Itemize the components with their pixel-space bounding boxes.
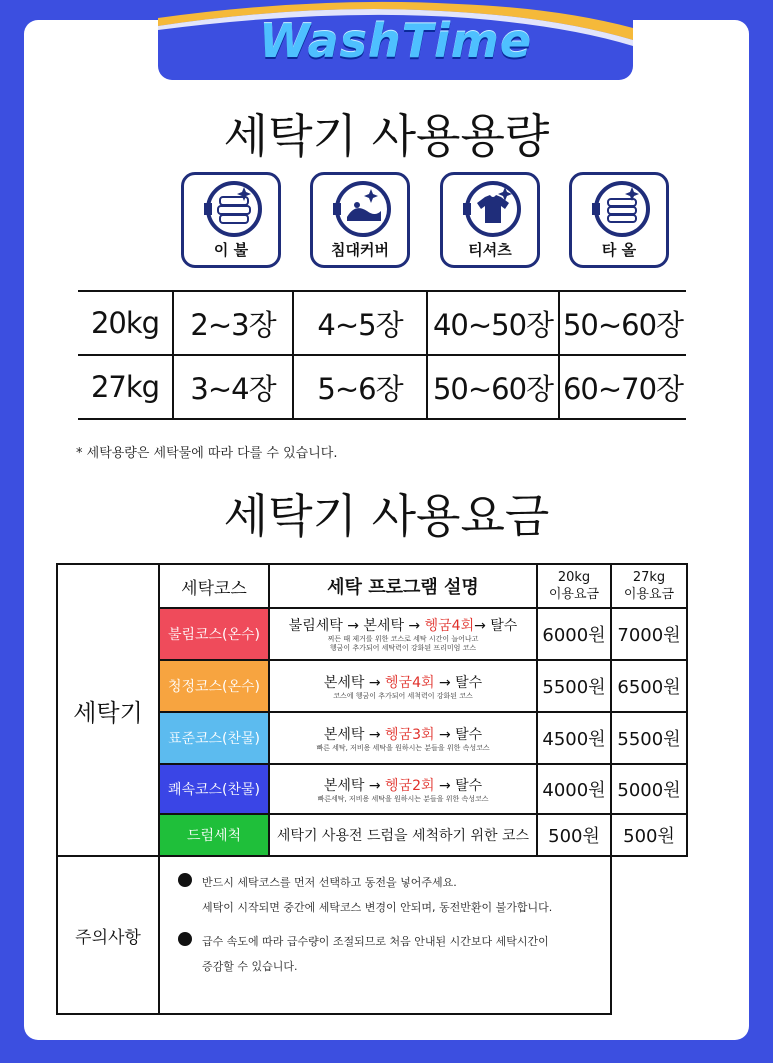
size-cell: 27kg — [78, 355, 173, 419]
caution-title: 주의사항 — [57, 856, 159, 1014]
header-fee-label: 이용요금 — [623, 587, 675, 602]
desc-main-red: 헹굼2회 — [385, 777, 435, 794]
bullet-icon — [178, 932, 192, 946]
desc-main — [270, 724, 536, 744]
capacity-note: * 세탁용량은 세탁물에 따라 다를 수 있습니다. — [76, 446, 338, 461]
caution-line-4: 증감할 수 있습니다. — [202, 960, 298, 973]
capacity-title: 세탁기 사용용량 — [223, 109, 550, 163]
header-fee-size: 20kg — [557, 570, 591, 585]
desc-main-b: → 탈수 — [474, 618, 518, 634]
desc-sub: 빠른 세탁, 저비용 세탁을 원하시는 분들을 위한 속성코스 — [316, 743, 490, 752]
header-course: 세탁코스 — [159, 564, 269, 608]
desc-sub: 헹굼이 추가되어 세탁력이 강화된 프리미엄 코스 — [329, 644, 477, 652]
bullet-icon — [178, 873, 192, 887]
desc-main-a: 불림세탁 → 본세탁 → — [288, 618, 425, 634]
header-fee-size: 27kg — [632, 570, 666, 585]
caution-line-1: 반드시 세탁코스를 먼저 선택하고 동전을 넣어주세요. — [202, 876, 457, 889]
header-desc: 세탁 프로그램 설명 — [269, 564, 537, 608]
desc-main — [270, 672, 536, 692]
pricing-title: 세탁기 사용요금 — [223, 489, 550, 543]
icon-card-blanket — [181, 172, 281, 268]
towel-icon — [592, 181, 652, 237]
desc-main-red: 헹굼4회 — [424, 618, 475, 634]
table-row — [78, 355, 686, 419]
course-desc — [269, 764, 537, 814]
course-name: 쾌속코스(찬물) — [159, 764, 269, 814]
icon-card-towel — [569, 172, 669, 268]
header-fee-20 — [537, 564, 611, 608]
course-desc — [269, 608, 537, 660]
size-cell: 20kg — [78, 291, 173, 355]
desc-main-red: 헹굼4회 — [385, 674, 435, 691]
side-label: 세탁기 — [57, 564, 159, 856]
logo-text: WashTime — [258, 14, 533, 68]
washtime-logo — [158, 0, 633, 80]
table-header-row — [57, 564, 687, 608]
desc-main-b: → 탈수 — [434, 726, 483, 743]
fee-27: 5500원 — [611, 712, 687, 764]
header-fee-label: 이용요금 — [548, 587, 600, 602]
course-name: 드럼세척 — [159, 814, 269, 856]
course-name: 청정코스(온수) — [159, 660, 269, 712]
icon-label: 이 불 — [213, 241, 249, 259]
value-cell: 3~4장 — [173, 355, 293, 419]
icon-label: 침대커버 — [331, 241, 389, 259]
value-cell: 50~60장 — [559, 291, 686, 355]
desc-sub: 빠른세탁, 저비용 세탁을 원하시는 분들을 위한 속성코스 — [317, 794, 489, 803]
value-cell: 60~70장 — [559, 355, 686, 419]
course-desc — [269, 660, 537, 712]
course-name: 불림코스(온수) — [159, 608, 269, 660]
icon-card-bed-cover — [310, 172, 410, 268]
caution-line-3: 급수 속도에 따라 급수량이 조절되므로 처음 안내된 시간보다 세탁시간이 — [202, 935, 549, 948]
caution-box — [159, 856, 611, 1014]
course-desc: 세탁기 사용전 드럼을 세척하기 위한 코스 — [269, 814, 537, 856]
desc-main-a: 본세탁 → — [323, 674, 386, 691]
header-fee-27 — [611, 564, 687, 608]
course-name: 표준코스(찬물) — [159, 712, 269, 764]
caution-row — [57, 856, 687, 1014]
course-desc — [269, 712, 537, 764]
desc-main-b: → 탈수 — [434, 777, 483, 794]
fee-20: 5500원 — [537, 660, 611, 712]
value-cell: 2~3장 — [173, 291, 293, 355]
bed-cover-icon — [333, 181, 393, 237]
value-cell: 40~50장 — [427, 291, 559, 355]
fee-20: 4500원 — [537, 712, 611, 764]
blanket-icon — [204, 181, 264, 237]
pricing-table — [56, 563, 688, 1015]
icon-card-tshirt — [440, 172, 540, 268]
fee-27: 5000원 — [611, 764, 687, 814]
desc-main — [270, 615, 536, 635]
desc-sub: 코스에 헹굼이 추가되어 세척력이 강화된 코스 — [333, 691, 473, 700]
fee-27: 7000원 — [611, 608, 687, 660]
value-cell: 4~5장 — [293, 291, 427, 355]
capacity-table — [78, 290, 686, 420]
desc-main-a: 본세탁 → — [323, 726, 386, 743]
fee-27: 6500원 — [611, 660, 687, 712]
desc-sub: 찌든 때 제거를 위한 코스로 세탁 시간이 늘어나고 — [327, 635, 479, 643]
desc-main-b: → 탈수 — [434, 674, 483, 691]
icon-label: 타 올 — [601, 241, 637, 259]
fee-27: 500원 — [611, 814, 687, 856]
caution-line-2: 세탁이 시작되면 중간에 세탁코스 변경이 안되며, 동전반환이 불가합니다. — [202, 901, 553, 914]
value-cell: 5~6장 — [293, 355, 427, 419]
fee-20: 4000원 — [537, 764, 611, 814]
fee-20: 6000원 — [537, 608, 611, 660]
icon-label: 티셔츠 — [468, 241, 512, 259]
desc-main — [270, 775, 536, 795]
desc-main-red: 헹굼3회 — [385, 726, 435, 743]
desc-main-a: 본세탁 → — [323, 777, 386, 794]
fee-20: 500원 — [537, 814, 611, 856]
tshirt-icon — [463, 181, 523, 237]
table-row — [78, 291, 686, 355]
value-cell: 50~60장 — [427, 355, 559, 419]
